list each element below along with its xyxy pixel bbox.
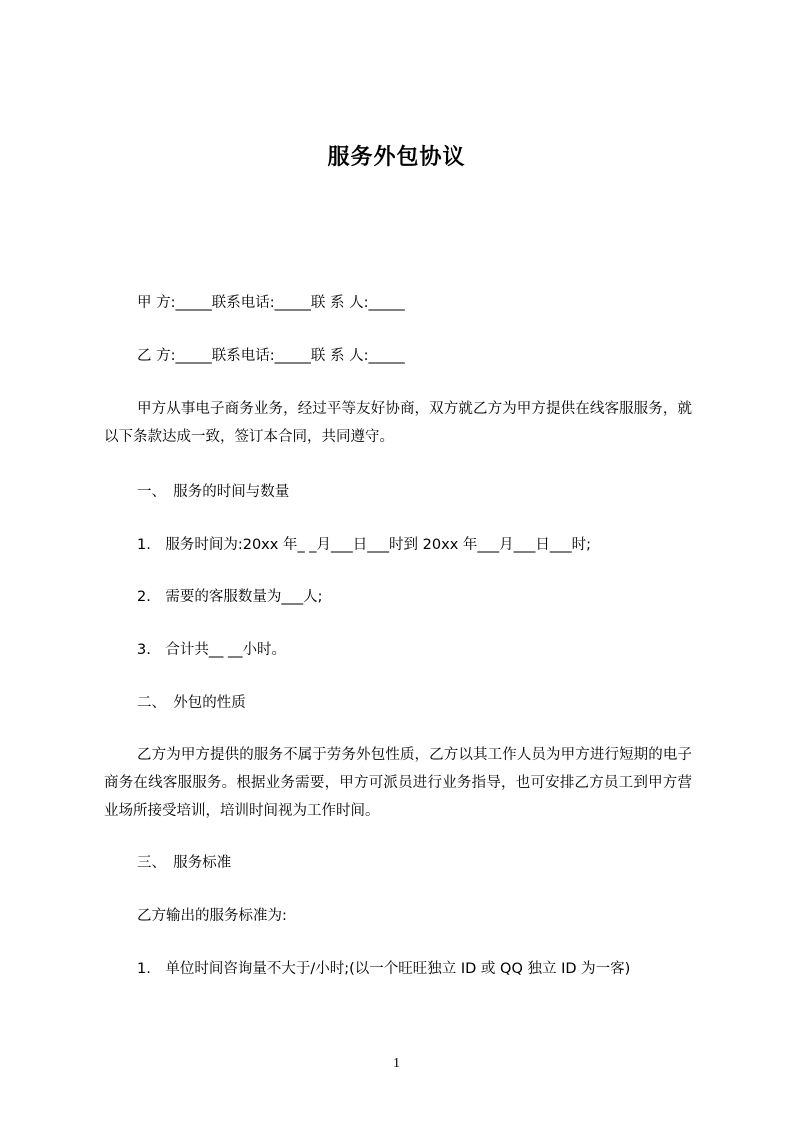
document-title: 服务外包协议	[327, 145, 466, 170]
party-a-line: 甲 方:_____联系电话:_____联 系 人:_____	[137, 295, 405, 311]
section-2-body: 乙方为甲方提供的服务不属于劳务外包性质，乙方以其工作人员为甲方进行短期的电子商务在线客服服务。根据业务需要，甲方可派员进行业务指导，也可安排乙方员工到甲方营业场所接受培训，培训时间视为工作时间。	[104, 747, 692, 819]
section-1-item-1: 1. 服务时间为:20xx 年_ _月___日___时到 20xx 年___月___日___时;	[137, 537, 592, 553]
page-number: 1	[393, 1056, 400, 1071]
section-3-intro: 乙方输出的服务标准为:	[137, 908, 287, 924]
section-1-item-2: 2. 需要的客服数量为___人;	[137, 589, 323, 605]
section-1-heading: 一、 服务的时间与数量	[137, 484, 290, 500]
intro-paragraph: 甲方从事电子商务业务，经过平等友好协商，双方就乙方为甲方提供在线客服服务，就以下条款达成一致，签订本合同，共同遵守。	[104, 401, 692, 445]
section-3-item-1: 1. 单位时间咨询量不大于/小时;(以一个旺旺独立 ID 或 QQ 独立 ID 为一客)	[137, 961, 631, 977]
section-3-heading: 三、 服务标准	[137, 855, 232, 871]
section-1-item-3: 3. 合计共__ __小时。	[137, 642, 286, 658]
section-2-heading: 二、 外包的性质	[137, 695, 246, 711]
party-b-line: 乙 方:_____联系电话:_____联 系 人:_____	[137, 348, 405, 364]
